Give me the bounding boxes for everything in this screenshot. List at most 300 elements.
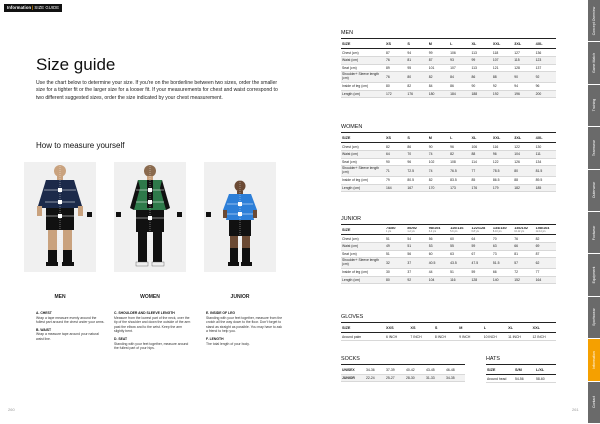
gloves-row-label: Around palm bbox=[341, 333, 385, 341]
junior-table bbox=[341, 227, 556, 285]
women-cell: 111 bbox=[535, 150, 556, 158]
side-tab-sportswear[interactable] bbox=[588, 297, 600, 339]
hats-header-cell: SIZE bbox=[486, 367, 514, 375]
junior-cell: 44 bbox=[428, 269, 449, 277]
women-row bbox=[341, 143, 556, 151]
junior-table-title: JUNIOR bbox=[341, 216, 556, 225]
socks-row bbox=[341, 374, 465, 382]
socks-cell: 22-24 bbox=[365, 374, 385, 382]
figure-label-junior: JUNIOR bbox=[230, 294, 250, 300]
junior-cell: 59 bbox=[471, 242, 492, 250]
women-cell: 86 bbox=[406, 143, 427, 151]
how-to-title: How to measure yourself bbox=[36, 141, 125, 150]
side-tab-label: Information bbox=[592, 351, 596, 369]
men-row-label: Waist (cm) bbox=[341, 56, 385, 64]
junior-row-label: Chest (cm) bbox=[341, 235, 385, 243]
def-desc: Wrap a tape measure evenly around the fullest part around the chest under your arms. bbox=[36, 315, 105, 325]
hats-table bbox=[486, 367, 556, 383]
men-cell: 84 bbox=[449, 72, 470, 83]
junior-size-label: 110/116 bbox=[450, 226, 464, 231]
junior-cell: 49 bbox=[385, 242, 406, 250]
women-header-cell: 3XL bbox=[513, 135, 534, 143]
junior-cell: 152 bbox=[513, 276, 534, 284]
junior-header-cell bbox=[428, 227, 449, 235]
junior-cell: 164 bbox=[535, 276, 556, 284]
men-cell: 86 bbox=[449, 83, 470, 91]
women-cell: 173 bbox=[449, 184, 470, 192]
definitions-col1 bbox=[36, 311, 106, 345]
men-cell: 136 bbox=[535, 49, 556, 57]
socks-cell: 43-45 bbox=[425, 367, 445, 375]
men-header-cell: SIZE bbox=[341, 41, 385, 49]
junior-age-label: 3-4 yrs bbox=[428, 229, 437, 233]
men-table-title: MEN bbox=[341, 30, 556, 39]
junior-age-label: 1-2 yrs bbox=[407, 229, 415, 233]
definitions-col3 bbox=[206, 311, 284, 349]
men-cell: 84 bbox=[428, 83, 449, 91]
section-name: Information bbox=[7, 5, 32, 10]
men-cell: 89 bbox=[385, 64, 406, 72]
men-row bbox=[341, 64, 556, 72]
women-cell: 78.5 bbox=[492, 166, 513, 177]
gloves-cell: 6 INCH bbox=[385, 333, 409, 341]
junior-cell: 92 bbox=[406, 276, 427, 284]
side-tab-label: Equipment bbox=[592, 266, 596, 284]
junior-header-cell bbox=[449, 227, 470, 235]
side-tab-label: Concept Overview bbox=[592, 6, 596, 35]
junior-cell: 56 bbox=[428, 235, 449, 243]
side-tab-teamwear[interactable] bbox=[588, 127, 600, 169]
junior-cell: 70 bbox=[492, 235, 513, 243]
junior-cell: 140 bbox=[492, 276, 513, 284]
women-cell: 70 bbox=[406, 150, 427, 158]
section-tag bbox=[4, 4, 62, 12]
women-cell: 130 bbox=[535, 143, 556, 151]
hats-header-cell: L/XL bbox=[535, 367, 556, 375]
men-row bbox=[341, 90, 556, 98]
intro-text: Use the chart below to determine your size. If you're on the borderline between two sizes, order the smaller size for a tighter fit or the larger size for a looser fit. If your measurements for chest and waist correspond to two different suggested sizes, order the size indicated by your chest measurement. bbox=[36, 80, 278, 101]
men-header-cell: XL bbox=[471, 41, 492, 49]
def-term: E. INSIDE OF LEG bbox=[206, 311, 236, 315]
junior-cell: 87 bbox=[535, 250, 556, 258]
junior-size-label: SIZE bbox=[342, 227, 351, 232]
men-row-label: Shoulder+ Sleeve length (cm) bbox=[341, 72, 385, 83]
side-tab-label: Game Match bbox=[592, 53, 596, 74]
women-row bbox=[341, 177, 556, 185]
women-cell: 106 bbox=[471, 143, 492, 151]
gloves-header-row bbox=[341, 325, 556, 333]
junior-row-label: Length (cm) bbox=[341, 276, 385, 284]
socks-cell: 25-27 bbox=[385, 374, 405, 382]
junior-cell: 37 bbox=[406, 269, 427, 277]
men-header-cell: S bbox=[406, 41, 427, 49]
men-row bbox=[341, 56, 556, 64]
women-cell: 80.5 bbox=[406, 177, 427, 185]
tag-separator: | bbox=[32, 5, 34, 10]
men-cell: 81 bbox=[406, 56, 427, 64]
junior-cell: 51.5 bbox=[492, 258, 513, 269]
junior-size-label: 98/104 bbox=[428, 226, 441, 231]
junior-cell: 76 bbox=[513, 235, 534, 243]
junior-cell: 73 bbox=[492, 250, 513, 258]
gloves-row bbox=[341, 333, 556, 341]
side-tab-contact[interactable] bbox=[588, 382, 600, 424]
junior-cell: 72 bbox=[513, 269, 534, 277]
subsection-name: SIZE GUIDE bbox=[34, 5, 60, 10]
def-desc: The total length of your body. bbox=[206, 341, 250, 346]
junior-cell: 30 bbox=[385, 269, 406, 277]
side-tab-label: Contact bbox=[592, 396, 596, 409]
men-cell: 80 bbox=[385, 83, 406, 91]
women-cell: 74 bbox=[428, 166, 449, 177]
men-cell: 137 bbox=[535, 64, 556, 72]
hats-size-table bbox=[486, 356, 556, 383]
junior-cell: 47.5 bbox=[471, 258, 492, 269]
women-cell: 82 bbox=[449, 150, 470, 158]
side-tab-label: Training bbox=[592, 99, 596, 112]
measure-figures bbox=[20, 162, 282, 280]
men-cell: 192 bbox=[492, 90, 513, 98]
junior-age-label: 8-10 yrs bbox=[492, 229, 502, 233]
men-cell: 128 bbox=[513, 64, 534, 72]
gloves-cell: 8 INCH bbox=[434, 333, 458, 341]
side-tab-label: Footwear bbox=[592, 225, 596, 240]
men-cell: 94 bbox=[513, 83, 534, 91]
socks-cell: 34-36 bbox=[365, 367, 385, 375]
def-desc: Standing with your feet together, measure around the fullest part of your hips. bbox=[114, 341, 189, 351]
women-cell: 88 bbox=[513, 177, 534, 185]
side-tab-nav bbox=[588, 0, 600, 424]
women-header-row bbox=[341, 135, 556, 143]
men-cell: 86 bbox=[471, 72, 492, 83]
gloves-header-cell: M bbox=[458, 325, 482, 333]
junior-row-label: Shoulder+ Sleeve length (cm) bbox=[341, 258, 385, 269]
figure-women-illustration bbox=[114, 162, 186, 272]
women-row bbox=[341, 166, 556, 177]
junior-cell: 63 bbox=[492, 242, 513, 250]
women-cell: 179 bbox=[492, 184, 513, 192]
women-cell: 82 bbox=[385, 143, 406, 151]
men-cell: 87 bbox=[428, 56, 449, 64]
men-cell: 92 bbox=[535, 72, 556, 83]
junior-cell: 59 bbox=[471, 269, 492, 277]
women-cell: 96 bbox=[449, 143, 470, 151]
women-header-cell: XXL bbox=[492, 135, 513, 143]
men-cell: 107 bbox=[492, 56, 513, 64]
women-cell: 104 bbox=[513, 150, 534, 158]
men-cell: 113 bbox=[471, 64, 492, 72]
side-tab-training[interactable] bbox=[588, 85, 600, 127]
junior-cell: 80 bbox=[385, 276, 406, 284]
men-cell: 115 bbox=[513, 56, 534, 64]
men-cell: 80 bbox=[406, 72, 427, 83]
women-cell: 76.5 bbox=[449, 166, 470, 177]
men-cell: 123 bbox=[535, 56, 556, 64]
junior-header-cell bbox=[406, 227, 427, 235]
hats-header-cell: S/M bbox=[514, 367, 535, 375]
junior-cell: 82 bbox=[535, 235, 556, 243]
socks-cell: 46-48 bbox=[445, 367, 465, 375]
men-cell: 188 bbox=[471, 90, 492, 98]
women-cell: 182 bbox=[513, 184, 534, 192]
side-tab-concept-overview[interactable] bbox=[588, 0, 600, 42]
men-header-cell: XXL bbox=[492, 41, 513, 49]
women-size-table bbox=[341, 124, 556, 192]
junior-age-label: 6-8 yrs bbox=[471, 229, 479, 233]
def-term: A. CHEST bbox=[36, 311, 52, 315]
socks-size-table bbox=[341, 356, 465, 382]
side-tab-label: Sportswear bbox=[592, 308, 596, 327]
def-desc: Wrap a measure tape around your natural waist line. bbox=[36, 332, 99, 341]
men-row-label: Length (cm) bbox=[341, 90, 385, 98]
gloves-size-table bbox=[341, 314, 556, 341]
junior-cell: 69 bbox=[535, 242, 556, 250]
women-cell: 90 bbox=[428, 143, 449, 151]
socks-table bbox=[341, 367, 465, 383]
side-tab-label: Teamwear bbox=[592, 139, 596, 156]
junior-size-label: 146/152 bbox=[514, 226, 528, 231]
socks-row-label: UNISEX bbox=[341, 367, 365, 375]
junior-header-cell bbox=[385, 227, 406, 235]
women-row-label: Length (cm) bbox=[341, 184, 385, 192]
gloves-header-cell: XL bbox=[507, 325, 531, 333]
junior-age-label: 1 yrs bbox=[386, 229, 392, 233]
junior-size-label: 134/140 bbox=[492, 226, 507, 231]
women-cell: 170 bbox=[428, 184, 449, 192]
page-number-left: 260 bbox=[8, 407, 15, 412]
men-row bbox=[341, 49, 556, 57]
women-row-label: Waist (cm) bbox=[341, 150, 385, 158]
hats-row bbox=[486, 375, 556, 383]
junior-row-label: Seat (cm) bbox=[341, 250, 385, 258]
women-cell: 122 bbox=[513, 143, 534, 151]
gloves-header-cell: XXS bbox=[385, 325, 409, 333]
men-cell: 113 bbox=[471, 49, 492, 57]
women-cell: 126 bbox=[513, 158, 534, 166]
def-term: F. LENGTH bbox=[206, 336, 224, 341]
junior-cell: 51 bbox=[449, 269, 470, 277]
men-cell: 82 bbox=[428, 72, 449, 83]
junior-row bbox=[341, 235, 556, 243]
hats-cell: 58-60 bbox=[535, 375, 556, 383]
women-header-cell: XL bbox=[471, 135, 492, 143]
junior-cell: 63 bbox=[449, 250, 470, 258]
junior-cell: 55 bbox=[449, 242, 470, 250]
men-header-cell: XS bbox=[385, 41, 406, 49]
women-row bbox=[341, 158, 556, 166]
women-cell: 83.5 bbox=[449, 177, 470, 185]
figure-women bbox=[114, 162, 186, 272]
men-cell: 172 bbox=[385, 90, 406, 98]
figure-junior-illustration bbox=[204, 162, 276, 272]
side-tab-outerwear[interactable] bbox=[588, 170, 600, 212]
men-cell: 88 bbox=[492, 72, 513, 83]
junior-age-label: 10-12 yrs bbox=[514, 229, 525, 233]
junior-cell: 43.5 bbox=[449, 258, 470, 269]
def-term: C. SHOULDER AND SLEEVE LENGTH bbox=[114, 311, 175, 315]
side-tab-equipment[interactable] bbox=[588, 254, 600, 296]
junior-cell: 116 bbox=[449, 276, 470, 284]
women-header-cell: SIZE bbox=[341, 135, 385, 143]
figure-men-illustration bbox=[24, 162, 96, 272]
side-tab-information[interactable] bbox=[588, 339, 600, 381]
gloves-cell: 10 INCH bbox=[483, 333, 507, 341]
junior-cell: 53 bbox=[428, 242, 449, 250]
gloves-cell: 9 INCH bbox=[458, 333, 482, 341]
junior-cell: 57 bbox=[513, 258, 534, 269]
women-cell: 134 bbox=[535, 158, 556, 166]
junior-cell: 104 bbox=[428, 276, 449, 284]
women-cell: 86.5 bbox=[492, 177, 513, 185]
women-cell: 122 bbox=[492, 158, 513, 166]
men-cell: 96 bbox=[535, 83, 556, 91]
women-cell: 74 bbox=[428, 150, 449, 158]
women-cell: 77 bbox=[471, 166, 492, 177]
women-cell: 72.5 bbox=[406, 166, 427, 177]
women-cell: 85 bbox=[471, 177, 492, 185]
gloves-header-cell: SIZE bbox=[341, 325, 385, 333]
junior-header-cell bbox=[535, 227, 556, 235]
junior-cell: 54 bbox=[406, 235, 427, 243]
women-cell: 89.5 bbox=[535, 177, 556, 185]
socks-cell: 28-30 bbox=[405, 374, 425, 382]
men-cell: 87 bbox=[385, 49, 406, 57]
men-cell: 196 bbox=[513, 90, 534, 98]
gloves-table-title: GLOVES bbox=[341, 314, 556, 323]
junior-header-cell bbox=[341, 227, 385, 235]
junior-cell: 64 bbox=[471, 235, 492, 243]
hats-row-label: Around head bbox=[486, 375, 514, 383]
men-cell: 200 bbox=[535, 90, 556, 98]
women-cell: 82 bbox=[428, 177, 449, 185]
women-cell: 164 bbox=[385, 184, 406, 192]
junior-age-label: 5-6 yrs bbox=[450, 229, 458, 233]
women-cell: 90 bbox=[385, 158, 406, 166]
women-cell: 116 bbox=[492, 143, 513, 151]
men-cell: 99 bbox=[471, 56, 492, 64]
women-cell: 64 bbox=[385, 150, 406, 158]
figure-men bbox=[24, 162, 96, 272]
men-cell: 121 bbox=[492, 64, 513, 72]
gloves-table bbox=[341, 325, 556, 341]
hats-header-row bbox=[486, 367, 556, 375]
men-cell: 101 bbox=[428, 64, 449, 72]
women-row-label: Inside of leg (cm) bbox=[341, 177, 385, 185]
figure-label-men: MEN bbox=[54, 294, 66, 300]
gloves-header-cell: S bbox=[434, 325, 458, 333]
women-row-label: Seat (cm) bbox=[341, 158, 385, 166]
men-table bbox=[341, 41, 556, 99]
gloves-cell: 12 INCH bbox=[532, 333, 556, 341]
men-cell: 106 bbox=[449, 49, 470, 57]
men-cell: 180 bbox=[428, 90, 449, 98]
side-tab-label: Outerwear bbox=[592, 182, 596, 199]
junior-row-label: Waist (cm) bbox=[341, 242, 385, 250]
men-header-cell: L bbox=[449, 41, 470, 49]
hats-table-title: HATS bbox=[486, 356, 556, 365]
women-cell: 176 bbox=[471, 184, 492, 192]
junior-cell: 67 bbox=[471, 250, 492, 258]
def-desc: Standing with your feet together, measure from the crotch all the way down to the floor. Don't forget to stand as straight as possible. You may have to ask a friend to help you. bbox=[206, 315, 283, 334]
men-cell: 127 bbox=[513, 49, 534, 57]
junior-row bbox=[341, 258, 556, 269]
page-number-right: 261 bbox=[572, 407, 579, 412]
men-cell: 94 bbox=[406, 49, 427, 57]
socks-row bbox=[341, 367, 465, 375]
women-cell: 96 bbox=[492, 150, 513, 158]
men-cell: 76 bbox=[385, 72, 406, 83]
men-header-cell: 4XL bbox=[535, 41, 556, 49]
socks-row-label: JUNIOR bbox=[341, 374, 365, 382]
gloves-header-cell: L bbox=[483, 325, 507, 333]
junior-size-table bbox=[341, 216, 556, 284]
women-table bbox=[341, 135, 556, 193]
junior-cell: 32 bbox=[385, 258, 406, 269]
junior-cell: 60 bbox=[449, 235, 470, 243]
junior-row bbox=[341, 250, 556, 258]
junior-size-label: 158/164 bbox=[535, 226, 550, 231]
gloves-header-cell: XXL bbox=[532, 325, 556, 333]
men-row-label: Chest (cm) bbox=[341, 49, 385, 57]
side-tab-game-match[interactable] bbox=[588, 42, 600, 84]
page-title: Size guide bbox=[36, 55, 116, 74]
junior-cell: 81 bbox=[513, 250, 534, 258]
figure-junior bbox=[204, 162, 276, 272]
women-row-label: Chest (cm) bbox=[341, 143, 385, 151]
women-cell: 102 bbox=[428, 158, 449, 166]
men-cell: 90 bbox=[471, 83, 492, 91]
junior-row bbox=[341, 242, 556, 250]
men-cell: 184 bbox=[449, 90, 470, 98]
women-cell: 71 bbox=[385, 166, 406, 177]
junior-header-cell bbox=[513, 227, 534, 235]
men-row-label: Seat (cm) bbox=[341, 64, 385, 72]
men-row bbox=[341, 72, 556, 83]
gloves-cell: 11 INCH bbox=[507, 333, 531, 341]
socks-cell: 37-39 bbox=[385, 367, 405, 375]
men-row-label: Inside of leg (cm) bbox=[341, 83, 385, 91]
socks-cell: 31-33 bbox=[425, 374, 445, 382]
def-term: D. SEAT bbox=[114, 336, 128, 341]
women-cell: 88 bbox=[471, 150, 492, 158]
junior-age-label: 12-14 yrs bbox=[535, 229, 546, 233]
definitions-col2 bbox=[114, 311, 192, 354]
junior-cell: 66 bbox=[492, 269, 513, 277]
def-term: B. WAIST bbox=[36, 327, 52, 332]
junior-cell: 56 bbox=[406, 250, 427, 258]
women-cell: 81.5 bbox=[535, 166, 556, 177]
socks-cell: 34-35 bbox=[445, 374, 465, 382]
women-table-title: WOMEN bbox=[341, 124, 556, 133]
men-header-row bbox=[341, 41, 556, 49]
junior-cell: 37 bbox=[406, 258, 427, 269]
women-row bbox=[341, 184, 556, 192]
junior-size-label: 86/92 bbox=[407, 226, 417, 231]
junior-cell: 62 bbox=[535, 258, 556, 269]
women-cell: 114 bbox=[471, 158, 492, 166]
men-cell: 76 bbox=[385, 56, 406, 64]
side-tab-footwear[interactable] bbox=[588, 212, 600, 254]
men-header-cell: M bbox=[428, 41, 449, 49]
women-row bbox=[341, 150, 556, 158]
women-cell: 108 bbox=[449, 158, 470, 166]
men-header-cell: 3XL bbox=[513, 41, 534, 49]
women-cell: 79 bbox=[385, 177, 406, 185]
junior-row bbox=[341, 276, 556, 284]
women-cell: 80 bbox=[513, 166, 534, 177]
men-cell: 93 bbox=[449, 56, 470, 64]
women-header-cell: XS bbox=[385, 135, 406, 143]
